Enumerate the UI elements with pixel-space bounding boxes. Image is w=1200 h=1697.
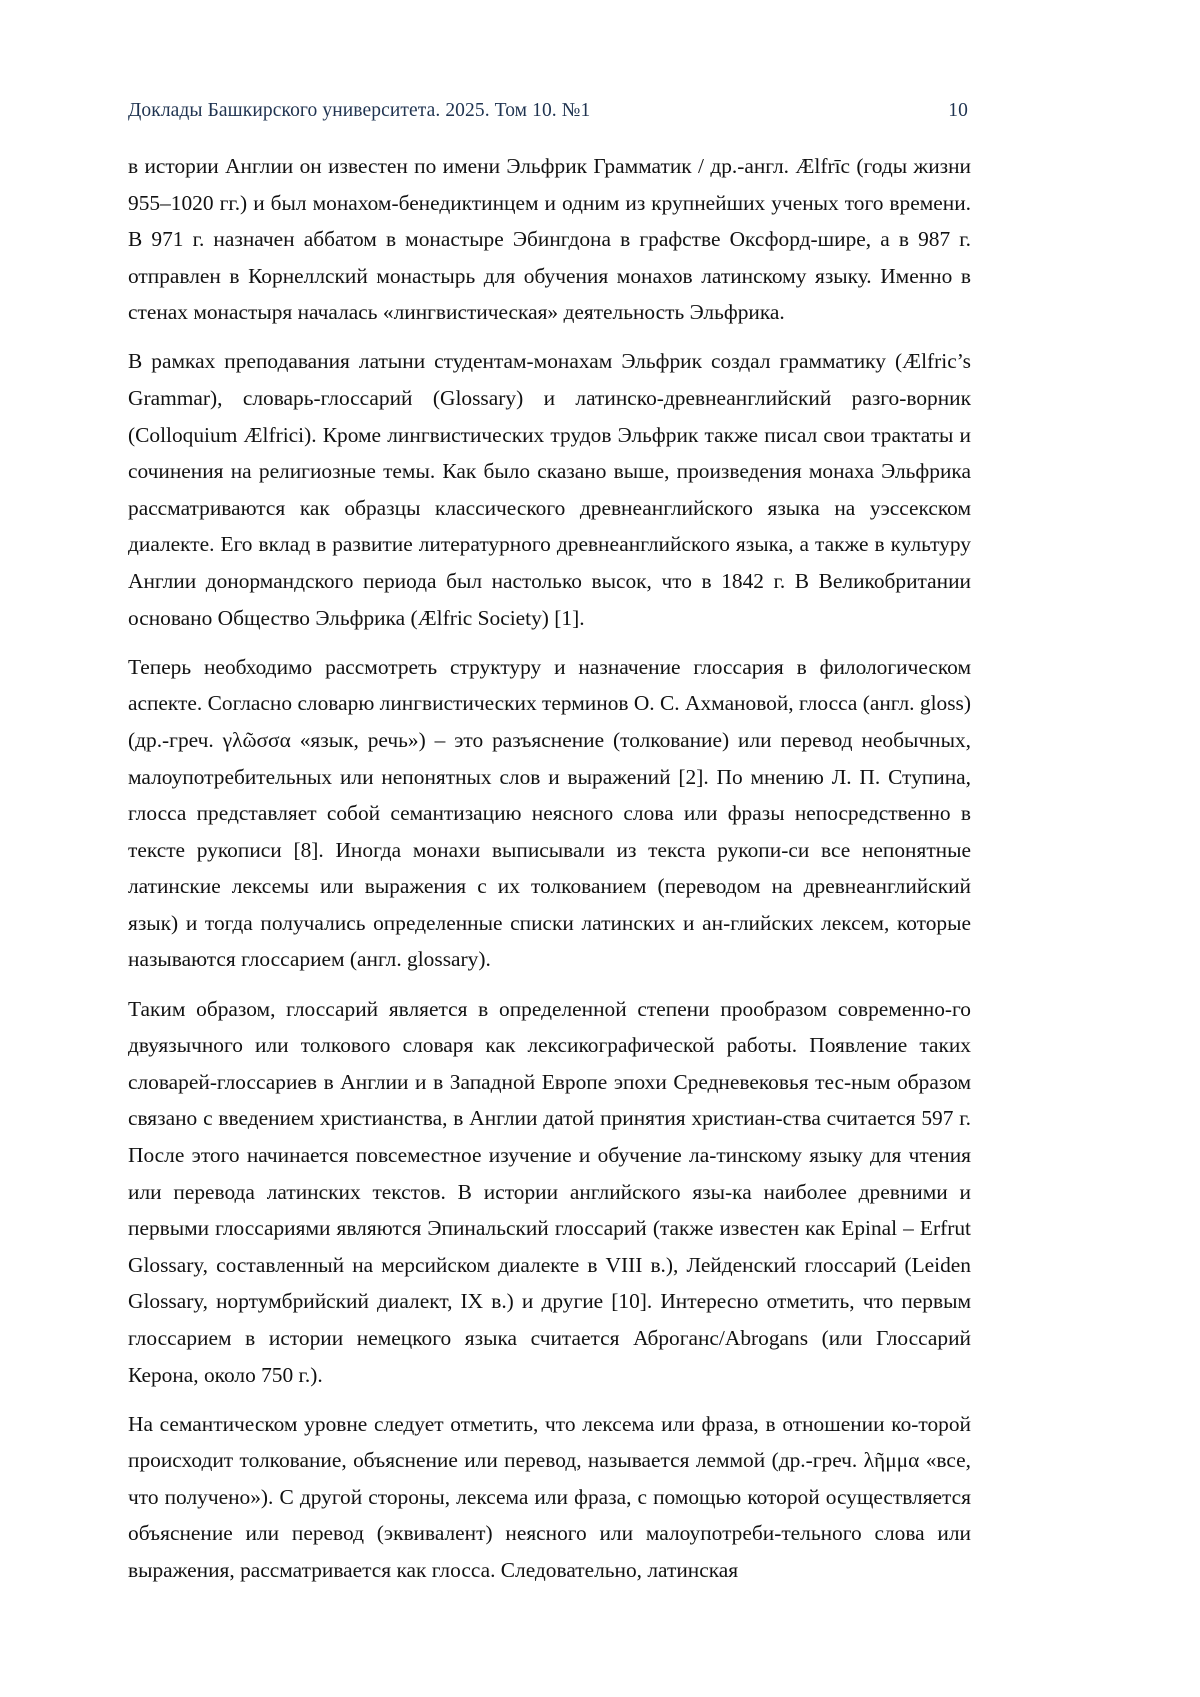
- article-body: [128, 148, 971, 1589]
- page-header: [128, 100, 968, 122]
- paragraph: Таким образом, глоссарий является в определенной степени прообразом современно-го двуязычного или толкового словаря как лексикографической работы. Появление таких словарей-глоссариев в Англии и в Западной Европе эпохи Средневековья тес-ным образом связано с введением христианства, в Англии датой принятия христиан-ства считается 597 г. После этого начинается повсеместное изучение и обучение ла-тинскому языку для чтения или перевода латинских текстов. В истории английского язы-ка наиболее древними и первыми глоссариями являются Эпинальский глоссарий (также известен как Epinal – Erfrut Glossary, составленный на мерсийском диалекте в VIII в.), Лейденский глоссарий (Leiden Glossary, нортумбрийский диалект, IX в.) и другие [10]. Интересно отметить, что первым глоссарием в истории немецкого языка считается Аброганс/Abrogans (или Глоссарий Керона, около 750 г.).: [128, 996, 971, 1387]
- paragraph: На семантическом уровне следует отметить, что лексема или фраза, в отношении ко-торой происходит толкование, объяснение или перевод, называется леммой (др.-греч. λῆμμα «все, что получено»). С другой стороны, лексема или фраза, с помощью которой осуществляется объяснение или перевод (эквивалент) неясного или малоупотреби-тельного слова или выражения, рассматривается как глосса. Следовательно, латинская: [128, 1411, 971, 1582]
- paragraph: Теперь необходимо рассмотреть структуру и назначение глоссария в филологическом аспекте. Согласно словарю лингвистических терминов О. С. Ахмановой, глосса (англ. gloss) (др.-греч. γλῶσσα «язык, речь») – это разъяснение (толкование) или перевод необычных, малоупотребительных или непонятных слов и выражений [2]. По мнению Л. П. Ступина, глосса представляет собой семантизацию неясного слова или фразы непосредственно в тексте рукописи [8]. Иногда монахи выписывали из текста рукопи-си все непонятные латинские лексемы или выражения с их толкованием (переводом на древнеанглийский язык) и тогда получались определенные списки латинских и ан-глийских лексем, которые называются глоссарием (англ. glossary).: [128, 654, 971, 972]
- paragraph: В рамках преподавания латыни студентам-монахам Эльфрик создал грамматику (Ælfric’s Grammar), словарь-глоссарий (Glossary) и латинско-древнеанглийский разго-ворник (Colloquium Ælfrici). Кроме лингвистических трудов Эльфрик также писал свои трактаты и сочинения на религиозные темы. Как было сказано выше, произведения монаха Эльфрика рассматриваются как образцы классического древнеанглийского языка на уэссекском диалекте. Его вклад в развитие литературного древнеанглийского языка, а также в культуру Англии донормандского периода был настолько высок, что в 1842 г. В Великобритании основано Общество Эльфрика (Ælfric Society) [1].: [128, 349, 971, 630]
- journal-reference: Доклады Башкирского университета. 2025. Том 10. №1: [128, 100, 591, 121]
- paragraph: в истории Англии он известен по имени Эльфрик Грамматик / др.-англ. Ælfrīc (годы жизни 955–1020 гг.) и был монахом-бенедиктинцем и одним из крупнейших ученых того времени. В 971 г. назначен аббатом в монастыре Эбингдона в графстве Оксфорд-шире, а в 987 г. отправлен в Корнеллский монастырь для обучения монахов латинскому языку. Именно в стенах монастыря началась «лингвистическая» деятельность Эльфрика.: [128, 154, 971, 325]
- page-number: 10: [948, 100, 968, 121]
